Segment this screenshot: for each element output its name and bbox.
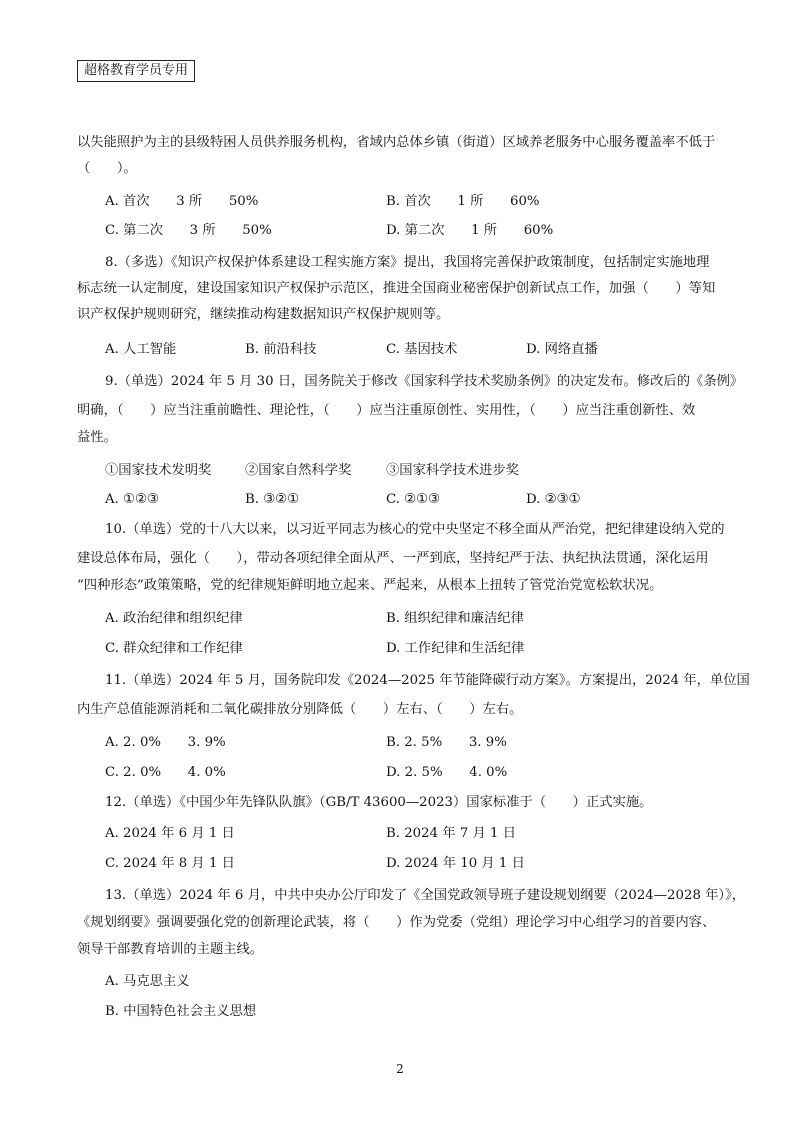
- q9-line-1: 9.（单选）2024 年 5 月 30 日，国务院关于修改《国家科学技术奖励条例》的决定发布。修改后的《条例》: [105, 374, 744, 389]
- q8-option-a: A. 人工智能: [105, 342, 177, 357]
- q11-line-2: 内生产总值能源消耗和二氧化碳排放分别降低（ ）左右、（ ）左右。: [77, 702, 523, 717]
- q13-option-a: A. 马克思主义: [105, 974, 190, 989]
- q11-option-c: C. 2. 0% 4. 0%: [105, 765, 226, 780]
- q12-line-1: 12.（单选）《中国少年先锋队队旗》（GB/T 43600—2023）国家标准于（ ）正式实施。: [105, 795, 653, 810]
- q9-option-c: C. ②①③: [386, 492, 440, 507]
- q10-option-d: D. 工作纪律和生活纪律: [386, 641, 525, 656]
- header-label: 超格教育学员专用: [77, 60, 195, 82]
- q9-item-3: ③国家科学技术进步奖: [386, 463, 519, 478]
- q8-line-1: 8.（多选）《知识产权保护体系建设工程实施方案》提出，我国将完善保护政策制度，包括制定实施地理: [105, 255, 710, 270]
- q13-option-b: B. 中国特色社会主义思想: [105, 1004, 257, 1019]
- q11-option-d: D. 2. 5% 4. 0%: [386, 765, 508, 780]
- q9-item-1: ①国家技术发明奖: [105, 463, 212, 478]
- q11-line-1: 11.（单选）2024 年 5 月，国务院印发《2024—2025 年节能降碳行动方案》。方案提出，2024 年，单位国: [105, 673, 750, 688]
- q13-line-3: 领导干部教育培训的主题主线。: [77, 942, 264, 957]
- q10-option-b: B. 组织纪律和廉洁纪律: [386, 611, 524, 626]
- q11-option-a: A. 2. 0% 3. 9%: [105, 735, 226, 750]
- q11-option-b: B. 2. 5% 3. 9%: [386, 735, 507, 750]
- q7-option-c: C. 第二次 3 所 50%: [105, 223, 272, 238]
- q9-line-2: 明确，（ ）应当注重前瞻性、理论性，（ ）应当注重原创性、实用性，（ ）应当注重创新性、效: [77, 403, 696, 418]
- q10-option-c: C. 群众纪律和工作纪律: [105, 641, 243, 656]
- q13-line-1: 13.（单选）2024 年 6 月，中共中央办公厅印发了《全国党政领导班子建设规划纲要（2024—2028 年）》，: [105, 888, 746, 903]
- q12-option-b: B. 2024 年 7 月 1 日: [386, 826, 517, 841]
- q7-line-2: （ ）。: [77, 161, 137, 176]
- q12-option-c: C. 2024 年 8 月 1 日: [105, 856, 235, 871]
- q9-line-3: 益性。: [77, 430, 117, 445]
- q9-option-b: B. ③②①: [245, 492, 299, 507]
- q8-line-3: 识产权保护规则研究，继续推动构建数据知识产权保护规则等。: [77, 307, 450, 322]
- q10-option-a: A. 政治纪律和组织纪律: [105, 611, 243, 626]
- q8-option-d: D. 网络直播: [526, 342, 598, 357]
- q8-line-2: 标志统一认定制度，建设国家知识产权保护示范区，推进全国商业秘密保护创新试点工作，加强（ ）等知: [77, 281, 716, 296]
- q7-line-1: 以失能照护为主的县级特困人员供养服务机构，省域内总体乡镇（街道）区域养老服务中心服务覆盖率不低于: [77, 135, 716, 150]
- q12-option-a: A. 2024 年 6 月 1 日: [105, 826, 235, 841]
- q13-line-2: 《规划纲要》强调要强化党的创新理论武装，将（ ）作为党委（党组）理论学习中心组学习的首要内容、: [77, 915, 716, 930]
- q10-line-1: 10.（单选）党的十八大以来，以习近平同志为核心的党中央坚定不移全面从严治党，把纪律建设纳入党的: [105, 522, 725, 537]
- q9-item-2: ②国家自然科学奖: [245, 463, 352, 478]
- q9-option-d: D. ②③①: [526, 492, 581, 507]
- q7-option-a: A. 首次 3 所 50%: [105, 194, 259, 209]
- q7-option-b: B. 首次 1 所 60%: [386, 194, 540, 209]
- q8-option-c: C. 基因技术: [386, 342, 458, 357]
- q10-line-3: “四种形态”政策策略，党的纪律规矩鲜明地立起来、严起来，从根本上扭转了管党治党宽松软状况。: [77, 578, 663, 593]
- page-number: 2: [396, 1062, 404, 1076]
- q7-option-d: D. 第二次 1 所 60%: [386, 223, 554, 238]
- q10-line-2: 建设总体布局，强化（ ），带动各项纪律全面从严、一严到底，坚持纪严于法、执纪执法贯通，深化运用: [77, 551, 709, 566]
- q12-option-d: D. 2024 年 10 月 1 日: [386, 856, 525, 871]
- q9-option-a: A. ①②③: [105, 492, 159, 507]
- q8-option-b: B. 前沿科技: [245, 342, 317, 357]
